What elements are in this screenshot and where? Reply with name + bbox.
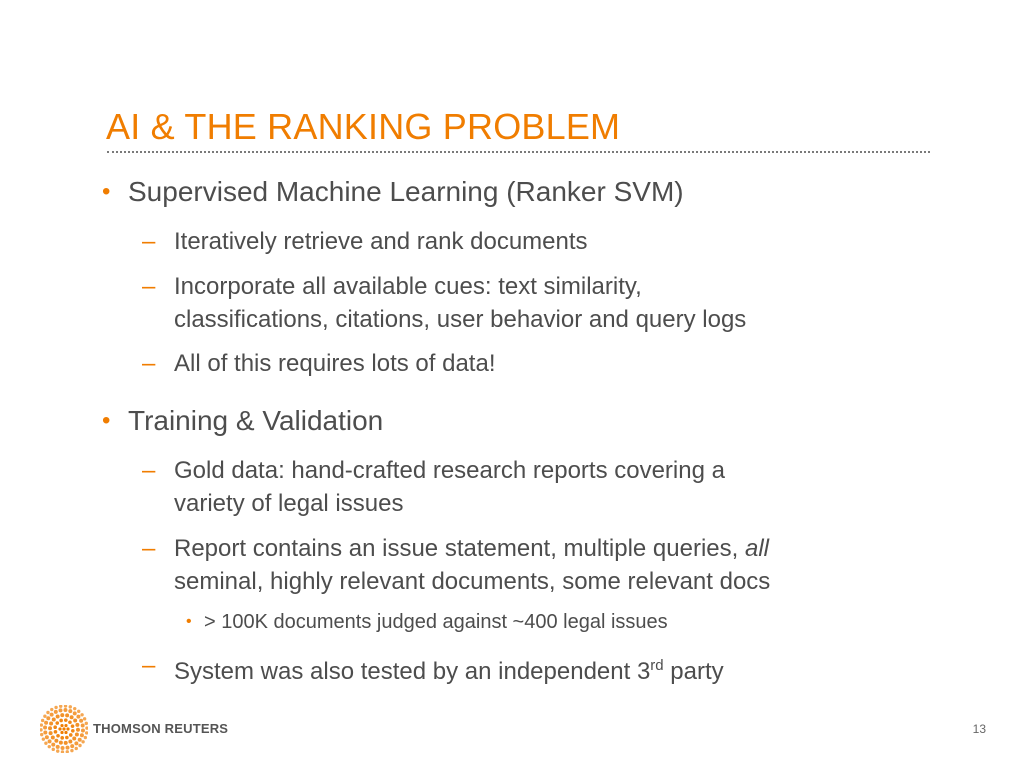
logo-dot xyxy=(81,740,84,743)
text-before: System was also tested by an independent 3 xyxy=(174,658,651,685)
logo-dot xyxy=(83,717,86,720)
logo-dot xyxy=(65,713,69,717)
thomson-reuters-dot-globe-icon xyxy=(40,705,88,753)
logo-dot xyxy=(68,739,72,743)
page-number: 13 xyxy=(972,722,986,736)
dash-marker: – xyxy=(142,228,156,255)
dash-marker: – xyxy=(142,457,156,484)
logo-dot xyxy=(43,731,47,735)
sub-sub-bullet-text: > 100K documents judged against ~400 legal issues xyxy=(204,611,668,633)
logo-dot xyxy=(59,708,63,712)
logo-dot xyxy=(54,706,57,709)
logo-dot xyxy=(59,705,62,708)
logo-dot xyxy=(48,726,52,730)
logo-dot xyxy=(80,713,83,716)
dash-marker: – xyxy=(142,273,156,300)
sub-bullet-text-line-1 xyxy=(174,532,770,565)
title-divider xyxy=(107,151,930,153)
logo-dot xyxy=(71,724,75,728)
logo-dot xyxy=(66,746,70,750)
bullet-dot: • xyxy=(102,178,111,205)
logo-dot xyxy=(45,735,49,739)
sub-bullet-lots-of-data xyxy=(142,347,496,380)
logo-dot xyxy=(64,724,67,727)
logo-dot xyxy=(59,719,63,723)
logo-dot xyxy=(50,708,53,711)
logo-dot xyxy=(61,750,64,753)
logo-dot xyxy=(64,741,68,745)
logo-dot xyxy=(70,749,73,752)
logo-dot xyxy=(43,726,47,730)
logo-dot xyxy=(60,713,64,717)
sub-bullet-text xyxy=(174,658,724,685)
sub-bullet-text: All of this requires lots of data! xyxy=(174,350,496,377)
logo-dot xyxy=(42,737,45,740)
logo-dot xyxy=(78,744,81,747)
logo-dot xyxy=(66,750,69,753)
logo-dot xyxy=(44,742,47,745)
sub-bullet-retrieve-rank xyxy=(142,225,588,258)
logo-dot xyxy=(73,719,77,723)
logo-dot xyxy=(85,722,88,725)
logo-dot xyxy=(77,710,80,713)
dash-marker: – xyxy=(142,652,156,679)
sub-bullet-report-contents xyxy=(142,532,771,598)
logo-dot xyxy=(71,729,75,733)
sub-bullet-text-line-2: classifications, citations, user behavior and query logs xyxy=(174,306,747,333)
logo-dot xyxy=(73,707,76,710)
logo-dot xyxy=(66,727,69,730)
logo-dot xyxy=(85,726,88,729)
sub-bullet-text-line-1: Incorporate all available cues: text similarity, xyxy=(174,273,642,300)
dash-marker: – xyxy=(142,535,156,562)
ordinal-superscript: rd xyxy=(650,657,664,674)
logo-dot xyxy=(64,718,68,722)
logo-dot xyxy=(61,746,65,750)
logo-dot xyxy=(73,711,77,715)
thomson-reuters-logo xyxy=(40,705,240,753)
logo-dot xyxy=(81,724,85,728)
logo-dot xyxy=(40,723,43,726)
logo-dot xyxy=(75,732,79,736)
logo-dot xyxy=(72,737,76,741)
logo-dot xyxy=(75,747,78,750)
logo-dot xyxy=(56,749,59,752)
logo-dot xyxy=(60,731,63,734)
logo-dot xyxy=(70,744,74,748)
logo-dot xyxy=(56,734,60,738)
logo-dot xyxy=(62,727,65,730)
slide-title: AI & THE RANKING PROBLEM xyxy=(106,106,621,147)
logo-dot xyxy=(76,728,80,732)
logo-dot xyxy=(56,715,60,719)
logo-dot xyxy=(55,721,59,725)
logo-dot xyxy=(50,713,54,717)
logo-dot xyxy=(54,710,58,714)
logo-dot xyxy=(60,724,63,727)
logo-dot xyxy=(81,728,85,732)
logo-dot xyxy=(76,715,80,719)
logo-dot xyxy=(54,730,58,734)
sub-bullet-text-line-1: Gold data: hand-crafted research reports covering a xyxy=(174,457,725,484)
logo-dot xyxy=(85,731,88,734)
logo-dot xyxy=(63,708,67,712)
logo-dot xyxy=(70,715,74,719)
logo-dot xyxy=(44,721,48,725)
logo-dot xyxy=(68,720,72,724)
logo-dot xyxy=(46,711,49,714)
logo-dot xyxy=(65,736,69,740)
sub-bullet-text-line-2: seminal, highly relevant documents, some relevant docs xyxy=(174,568,771,595)
bullet-training-validation xyxy=(102,405,384,437)
logo-dot xyxy=(69,733,73,737)
bullet-dot: • xyxy=(186,613,192,630)
bullet-text: Supervised Machine Learning (Ranker SVM) xyxy=(128,176,684,207)
logo-dot xyxy=(58,727,61,730)
logo-dot xyxy=(69,705,72,708)
logo-wordmark: THOMSON REUTERS xyxy=(93,721,229,736)
sub-bullet-text: Iteratively retrieve and rank documents xyxy=(174,228,588,255)
logo-dot xyxy=(60,736,64,740)
logo-dot xyxy=(51,735,55,739)
logo-dot xyxy=(64,731,67,734)
logo-dot xyxy=(43,714,46,717)
logo-dot xyxy=(75,723,79,727)
logo-dot xyxy=(49,722,53,726)
italic-emphasis: all xyxy=(744,535,769,562)
logo-dot xyxy=(59,741,63,745)
logo-dot xyxy=(52,748,55,751)
logo-dot xyxy=(48,739,52,743)
logo-dot xyxy=(40,733,43,736)
text-after: party xyxy=(663,658,724,685)
line-text: Report contains an issue statement, multiple queries, xyxy=(174,535,745,562)
bullet-dot: • xyxy=(102,407,111,434)
bullet-supervised-learning xyxy=(102,176,684,208)
logo-dot xyxy=(74,741,78,745)
logo-dot xyxy=(54,739,58,743)
logo-dot xyxy=(64,705,67,708)
logo-dot xyxy=(68,709,72,713)
logo-dot xyxy=(53,725,57,729)
logo-dot xyxy=(48,745,51,748)
bullet-text: Training & Validation xyxy=(128,405,384,436)
logo-dot xyxy=(40,728,43,731)
logo-dot xyxy=(78,738,82,742)
logo-dot xyxy=(49,731,53,735)
sub-bullet-cues xyxy=(142,270,747,336)
logo-dot xyxy=(46,716,50,720)
sub-bullet-text-line-2: variety of legal issues xyxy=(174,490,404,517)
logo-dot xyxy=(52,717,56,721)
logo-dot xyxy=(79,719,83,723)
logo-dot xyxy=(51,743,55,747)
sub-bullet-gold-data xyxy=(142,454,725,520)
logo-dot xyxy=(84,736,87,739)
logo-dot xyxy=(41,719,44,722)
logo-dot xyxy=(56,745,60,749)
sub-bullet-independent-test xyxy=(142,649,724,688)
dash-marker: – xyxy=(142,350,156,377)
sub-sub-bullet-documents-judged xyxy=(186,609,668,635)
logo-dot xyxy=(80,733,84,737)
